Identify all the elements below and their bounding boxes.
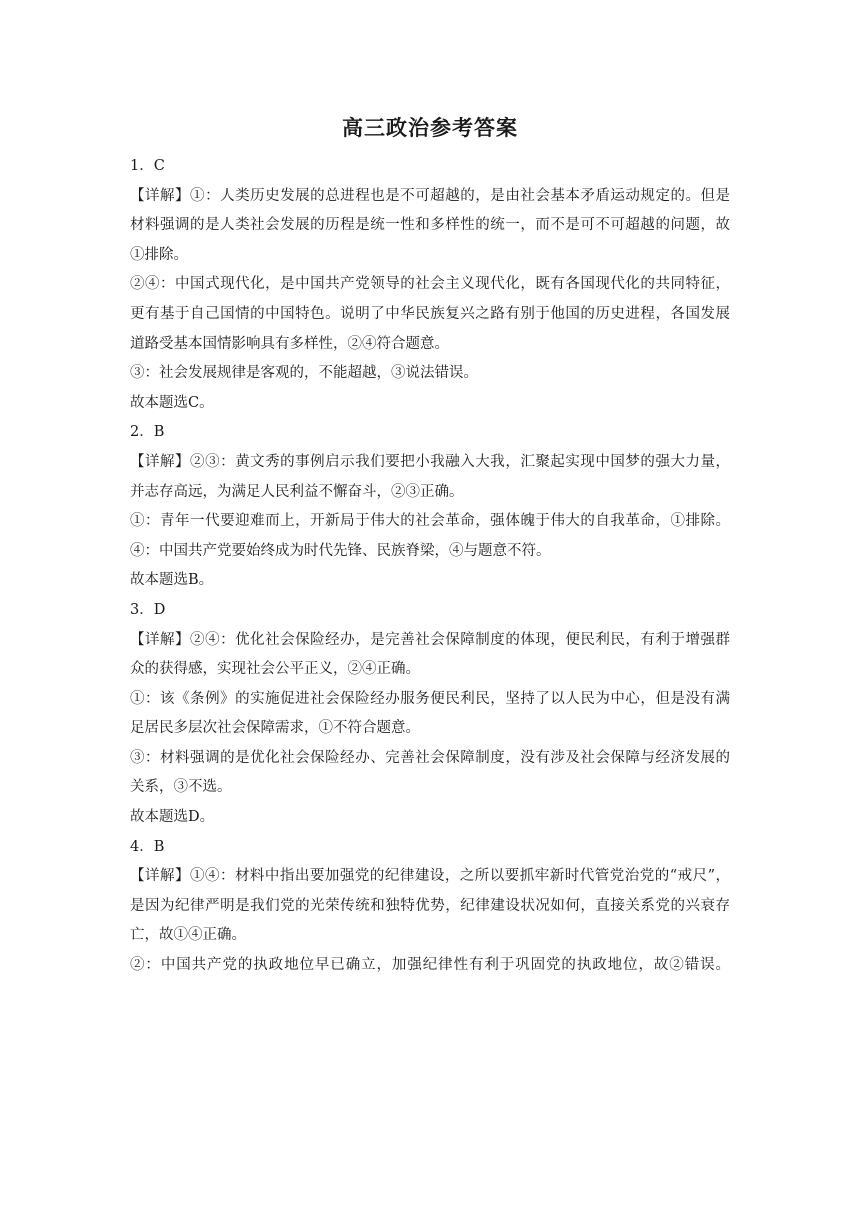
explanation-line: 【详解】②④：优化社会保险经办，是完善社会保障制度的体现，便民利民，有利于增强群 xyxy=(130,631,730,648)
question-number: 4．B xyxy=(130,838,165,855)
explanation-line: 亡，故①④正确。 xyxy=(130,927,246,944)
explanation-line: 道路受基本国情影响具有多样性，②④符合题意。 xyxy=(130,335,449,352)
explanation-line: ①：青年一代要迎难而上，开新局于伟大的社会革命，强体魄于伟大的自我革命，①排除。 xyxy=(130,513,730,530)
question-block xyxy=(130,833,730,981)
explanation-line: ④：中国共产党要始终成为时代先锋、民族脊梁，④与题意不符。 xyxy=(130,542,551,559)
explanation-line: 故本题选C。 xyxy=(130,394,214,411)
answer-content xyxy=(130,152,730,981)
explanation-line: 更有基于自己国情的中国特色。说明了中华民族复兴之路有别于他国的历史进程，各国发展 xyxy=(130,305,730,322)
explanation-line: 【详解】①④：材料中指出要加强党的纪律建设，之所以要抓牢新时代管党治党的“戒尺”， xyxy=(130,868,730,885)
explanation-line: 并志存高远，为满足人民利益不懈奋斗，②③正确。 xyxy=(130,483,464,500)
explanation-line: ③：材料强调的是优化社会保险经办、完善社会保障制度，没有涉及社会保障与经济发展的 xyxy=(130,749,730,766)
question-number: 3．D xyxy=(130,601,166,618)
question-block xyxy=(130,596,730,833)
explanation-line: 故本题选B。 xyxy=(130,572,214,589)
explanation-line: ②④：中国式现代化，是中国共产党领导的社会主义现代化，既有各国现代化的共同特征， xyxy=(130,276,730,293)
question-block xyxy=(130,418,730,596)
explanation-line: 众的获得感，实现社会公平正义，②④正确。 xyxy=(130,661,420,678)
question-number: 2．B xyxy=(130,424,165,441)
explanation-line: 足居民多层次社会保障需求，①不符合题意。 xyxy=(130,720,420,737)
explanation-line: ①：该《条例》的实施促进社会保险经办服务便民利民，坚持了以人民为中心，但是没有满 xyxy=(130,690,730,707)
question-number: 1．C xyxy=(130,158,165,174)
page-title: 高三政治参考答案 xyxy=(342,115,518,140)
explanation-line: ②：中国共产党的执政地位早已确立，加强纪律性有利于巩固党的执政地位，故②错误。 xyxy=(130,957,730,974)
explanation-line: 故本题选D。 xyxy=(130,809,215,826)
explanation-line: 关系，③不选。 xyxy=(130,779,232,796)
explanation-line: 【详解】②③：黄文秀的事例启示我们要把小我融入大我，汇聚起实现中国梦的强大力量， xyxy=(130,453,730,470)
explanation-line: 材料强调的是人类社会发展的历程是统一性和多样性的统一，而不是可不可超越的问题，故 xyxy=(130,217,730,234)
explanation-line: ①排除。 xyxy=(130,246,188,263)
explanation-line: 【详解】①：人类历史发展的总进程也是不可超越的，是由社会基本矛盾运动规定的。但是 xyxy=(130,187,730,204)
explanation-line: ③：社会发展规律是客观的，不能超越，③说法错误。 xyxy=(130,365,478,382)
explanation-line: 是因为纪律严明是我们党的光荣传统和独特优势，纪律建设状况如何，直接关系党的兴衰存 xyxy=(130,897,730,914)
question-block xyxy=(130,152,730,418)
